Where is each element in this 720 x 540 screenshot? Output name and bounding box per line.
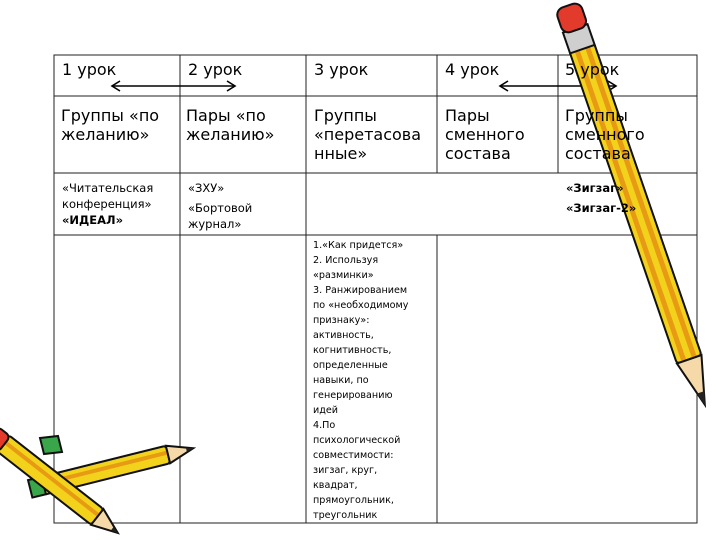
lesson-1-header: 1 урок bbox=[62, 60, 117, 79]
list-item: признаку»: bbox=[313, 315, 370, 326]
list-item: треугольник bbox=[313, 510, 378, 521]
list-item: генерированию bbox=[313, 390, 393, 401]
list-item: 4.По bbox=[313, 420, 336, 431]
eraser-icon bbox=[40, 436, 62, 454]
list-item: прямоугольник, bbox=[313, 495, 394, 506]
grouping-methods-list bbox=[313, 238, 408, 523]
lesson-2-header: 2 урок bbox=[188, 60, 243, 79]
list-item: «разминки» bbox=[313, 270, 374, 281]
mode-cell-5: Группы сменного состава bbox=[565, 106, 645, 163]
mode-cell-2: Пары «по желанию» bbox=[186, 106, 275, 144]
list-item: когнитивность, bbox=[313, 345, 392, 356]
activity-cell-2: «ЗХУ» «Бортовой журнал» bbox=[188, 181, 253, 231]
double-arrow-icon bbox=[112, 81, 235, 91]
list-item: идей bbox=[313, 405, 339, 416]
mode-cell-3: Группы «перетасова нные» bbox=[314, 106, 422, 163]
lesson-5-header: 5 урок bbox=[565, 60, 620, 79]
activity-cell-1: «Читательская конференция» «ИДЕАЛ» bbox=[62, 181, 154, 227]
list-item: активность, bbox=[313, 330, 374, 341]
list-item: 2. Используя bbox=[313, 255, 379, 266]
list-item: психологической bbox=[313, 435, 401, 446]
lesson-3-header: 3 урок bbox=[314, 60, 369, 79]
activity-cell-4-5: «Зигзаг» «Зигзаг-2» bbox=[566, 181, 637, 215]
list-item: квадрат, bbox=[313, 480, 358, 491]
mode-cell-1: Группы «по желанию» bbox=[61, 106, 160, 144]
list-item: 3. Ранжированием bbox=[313, 285, 408, 296]
list-item: навыки, по bbox=[313, 375, 369, 386]
list-item: 1.«Как придется» bbox=[313, 240, 404, 251]
list-item: зигзаг, круг, bbox=[313, 465, 378, 476]
list-item: по «необходимому bbox=[313, 300, 409, 311]
list-item: определенные bbox=[313, 360, 388, 371]
mode-cell-4: Пары сменного состава bbox=[445, 106, 525, 163]
list-item: совместимости: bbox=[313, 450, 394, 461]
lesson-4-header: 4 урок bbox=[445, 60, 500, 79]
